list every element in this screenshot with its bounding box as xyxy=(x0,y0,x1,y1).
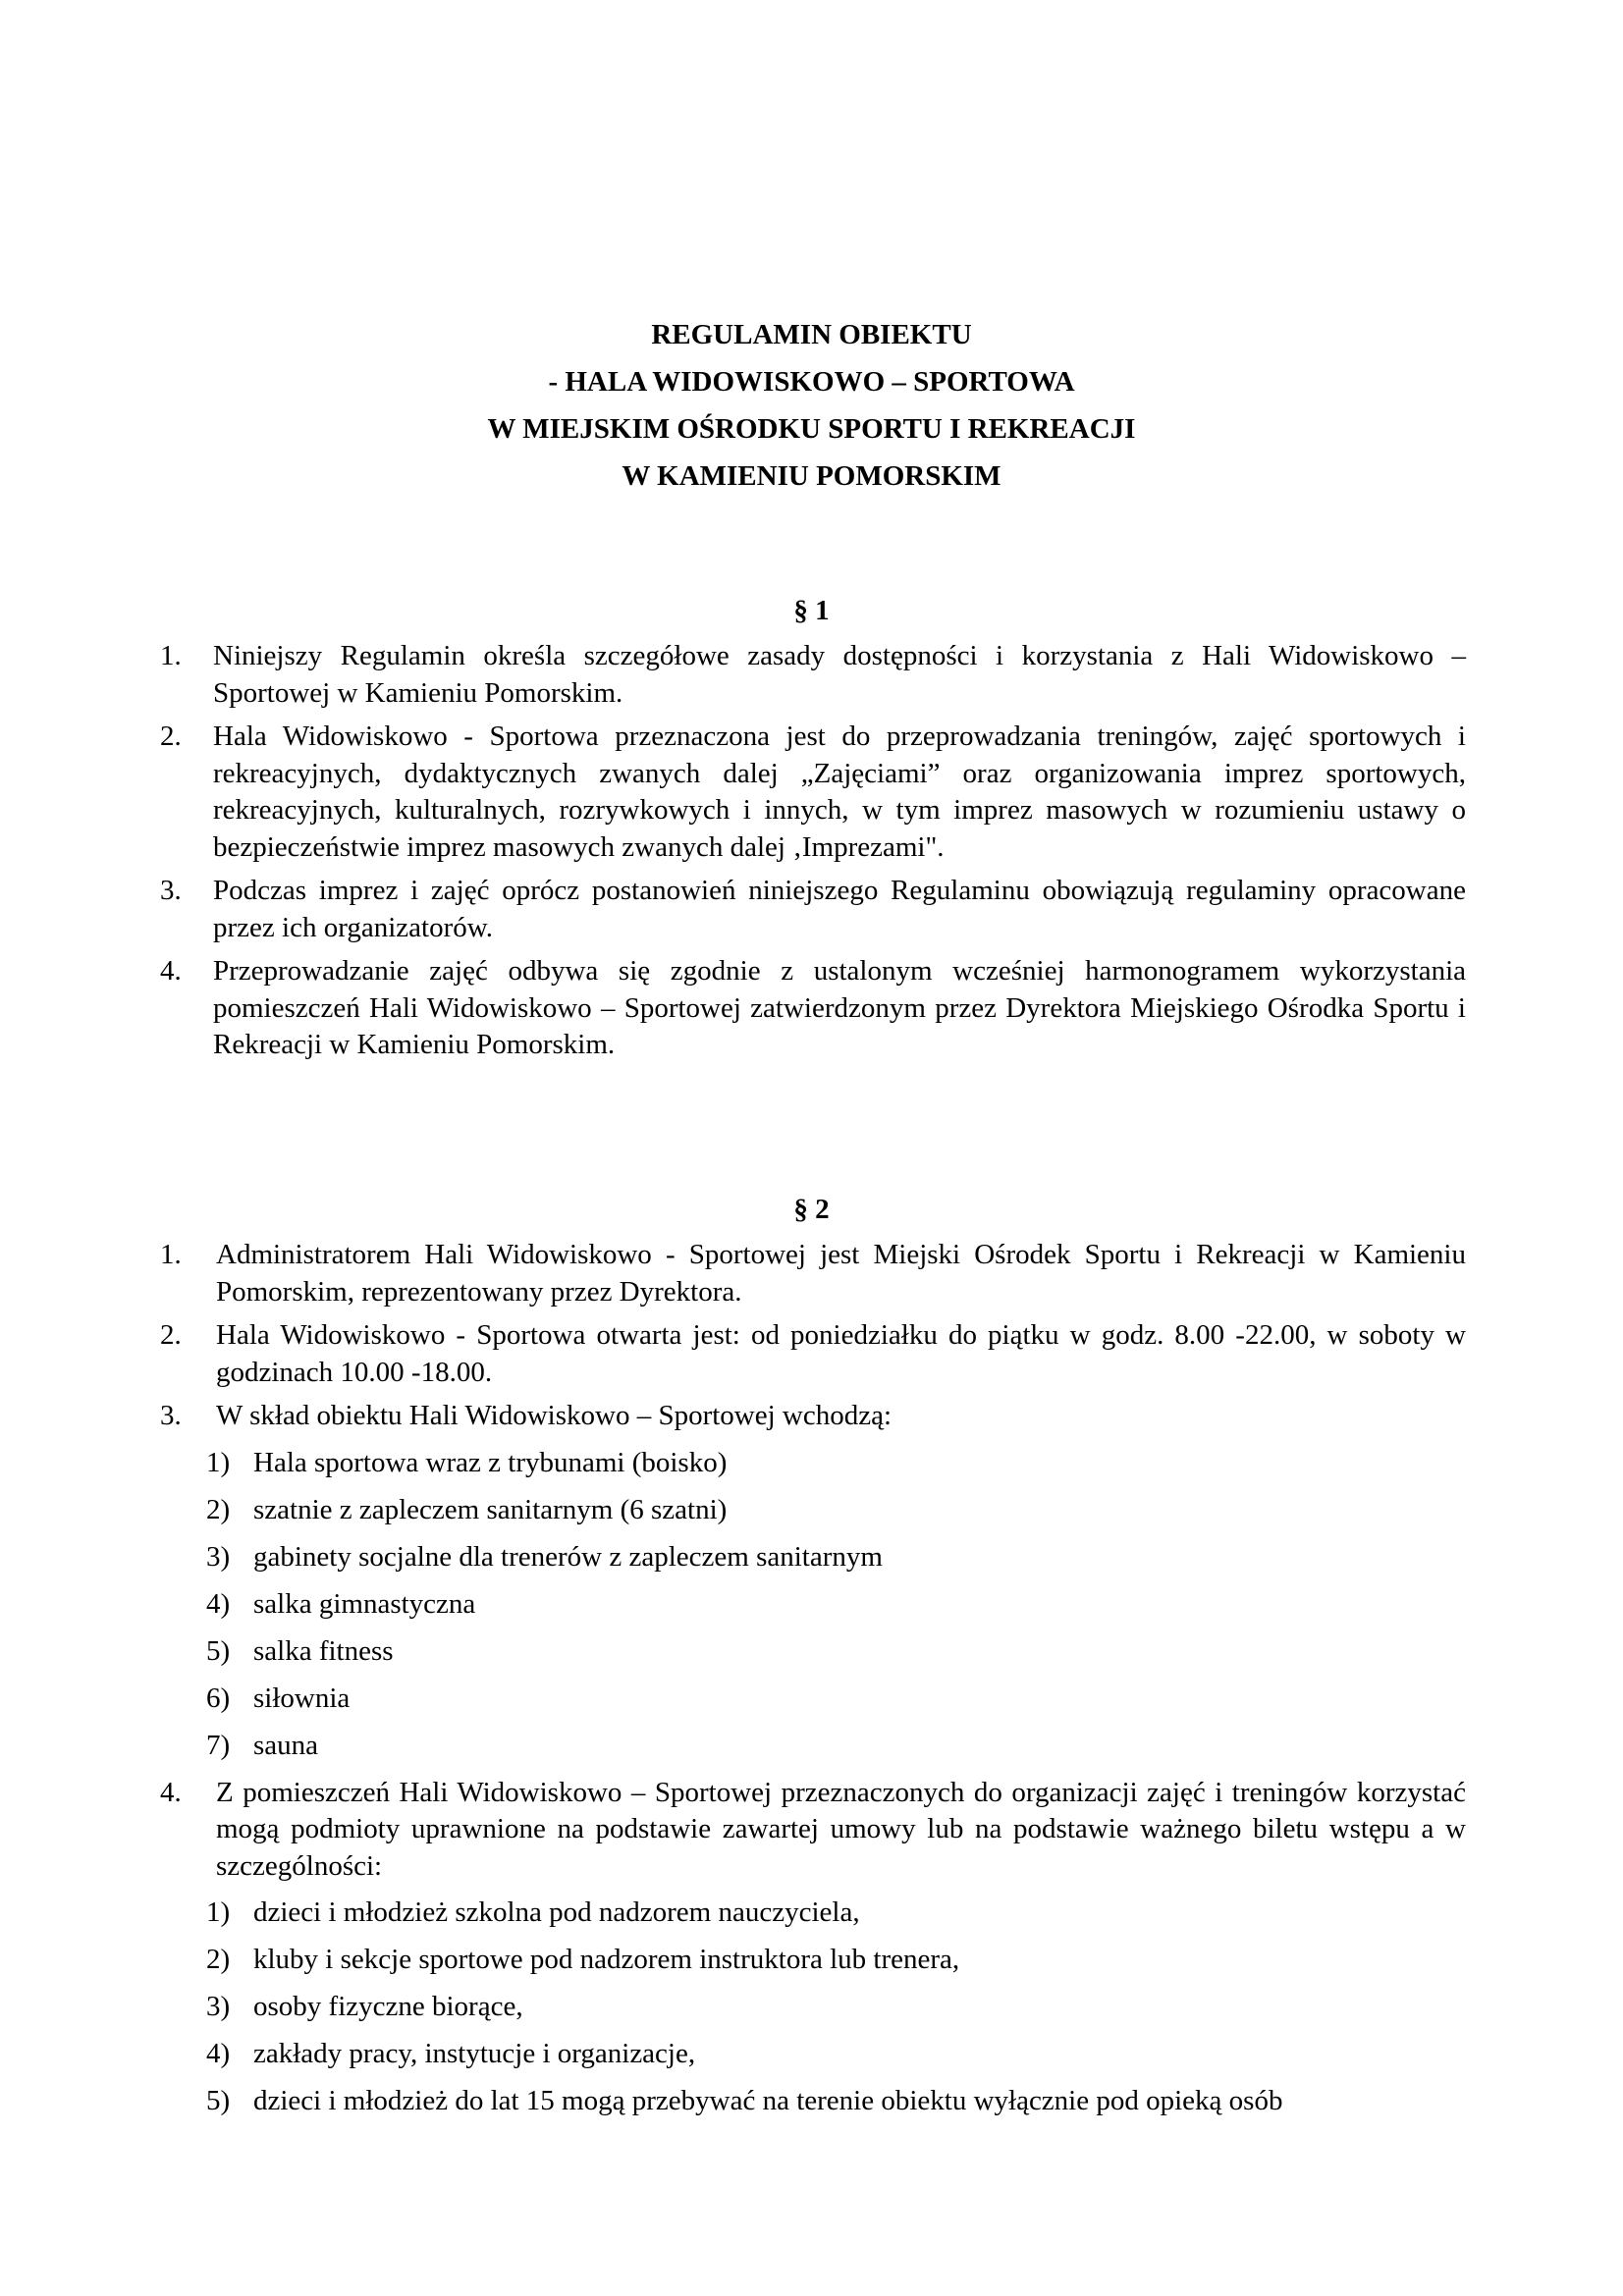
list-item xyxy=(160,1237,1466,1310)
item-text: Podczas imprez i zajęć oprócz postanowień niniejszego Regulaminu obowiązują regulaminy opracowane przez ich organizatorów. xyxy=(213,875,1466,943)
sub-item-text: dzieci i młodzież do lat 15 mogą przebywać na terenie obiektu wyłącznie pod opieką osób xyxy=(253,2085,1283,2116)
sub-item-number: 1) xyxy=(206,1446,231,1478)
item-text: Niniejszy Regulamin określa szczegółowe zasady dostępności i korzystania z Hali Widowiskowo – Sportowej w Kamieniu Pomorskim. xyxy=(213,640,1466,709)
item-text: Administratorem Hali Widowiskowo - Sportowej jest Miejski Ośrodek Sportu i Rekreacji w Kamieniu Pomorskim, reprezentowany przez Dyrektora. xyxy=(216,1239,1466,1308)
sub-item-text: kluby i sekcje sportowe pod nadzorem instruktora lub trenera, xyxy=(253,1944,960,1975)
sub-item-text: osoby fizyczne biorące, xyxy=(253,1991,523,2022)
list-item xyxy=(160,719,1466,866)
sub-item xyxy=(206,1492,1466,1529)
sub-item-number: 3) xyxy=(206,1540,231,1573)
sub-item xyxy=(206,1989,1466,2026)
list-item xyxy=(160,1398,1466,1435)
sub-item-text: salka fitness xyxy=(253,1634,394,1667)
list-item xyxy=(160,1317,1466,1391)
list-item xyxy=(160,873,1466,946)
sub-item-text: siłownia xyxy=(253,1682,351,1714)
item-number: 4. xyxy=(160,955,182,987)
item-number: 1. xyxy=(160,1239,182,1270)
sub-item-text: dzieci i młodzież szkolna pod nadzorem nauczyciela, xyxy=(253,1896,860,1928)
section-heading: § 2 xyxy=(793,1194,830,1225)
sub-item-text: salka gimnastyczna xyxy=(253,1587,476,1620)
sub-item-text: zakłady pracy, instytucje i organizacje, xyxy=(253,2038,696,2069)
sub-item-number: 4) xyxy=(206,2038,231,2069)
sub-item-number: 7) xyxy=(206,1729,231,1761)
item-number: 3. xyxy=(160,1400,182,1431)
title-line: - HALA WIDOWISKOWO – SPORTOWA xyxy=(548,366,1075,398)
sub-item xyxy=(206,1681,1466,1718)
sub-item xyxy=(206,1539,1466,1576)
sub-item xyxy=(206,1728,1466,1765)
sub-item-number: 5) xyxy=(206,1634,231,1667)
sub-item xyxy=(206,1895,1466,1932)
sub-item-text: szatnie z zapleczem sanitarnym (6 szatni) xyxy=(253,1493,728,1525)
item-number: 1. xyxy=(160,640,182,671)
section-1-list xyxy=(160,638,1466,1071)
item-number: 3. xyxy=(160,875,182,906)
title-line: REGULAMIN OBIEKTU xyxy=(651,319,972,350)
sub-item-number: 2) xyxy=(206,1944,231,1975)
sub-item xyxy=(206,1633,1466,1671)
item-text: Hala Widowiskowo - Sportowa przeznaczona jest do przeprowadzania treningów, zajęć sportowych i rekreacyjnych, dydaktycznych zwanych dalej „Zajęciami” oraz organizowania imprez sportowych, rekreacyjnych, kulturalnych, rozrywkowych i innych, w tym imprez masowych w rozumieniu ustawy o bezpieczeństwie imprez masowych zwanych dalej ‚Imprezami". xyxy=(213,721,1466,863)
list-item xyxy=(160,1775,1466,1886)
list-item xyxy=(160,638,1466,712)
sub-item xyxy=(206,2083,1466,2120)
item-number: 4. xyxy=(160,1776,182,1808)
sub-item-number: 5) xyxy=(206,2085,231,2116)
item-number: 2. xyxy=(160,721,182,752)
sub-item xyxy=(206,1586,1466,1624)
sub-item-number: 4) xyxy=(206,1587,231,1620)
sub-item xyxy=(206,1942,1466,1979)
item-text: Z pomieszczeń Hali Widowiskowo – Sportowej przeznaczonych do organizacji zajęć i treningów korzystać mogą podmioty uprawnione na podstawie zawartej umowy lub na podstawie ważnego biletu wstępu a w szczególności: xyxy=(216,1776,1466,1882)
sub-item-text: Hala sportowa wraz z trybunami (boisko) xyxy=(253,1446,728,1478)
item-text: Hala Widowiskowo - Sportowa otwarta jest: od poniedziałku do piątku w godz. 8.00 -22.00, w soboty w godzinach 10.00 -18.00. xyxy=(216,1319,1466,1388)
sub-item-number: 2) xyxy=(206,1493,231,1525)
item-text: Przeprowadzanie zajęć odbywa się zgodnie z ustalonym wcześniej harmonogramem wykorzystania pomieszczeń Hali Widowiskowo – Sportowej zatwierdzonym przez Dyrektora Miejskiego Ośrodka Sportu i Rekreacji w Kamieniu Pomorskim. xyxy=(213,955,1466,1060)
document-title xyxy=(0,311,1623,500)
sub-item-number: 6) xyxy=(206,1682,231,1714)
sub-item-text: gabinety socjalne dla trenerów z zapleczem sanitarnym xyxy=(253,1540,883,1573)
section-heading: § 1 xyxy=(793,595,830,626)
title-line: W MIEJSKIM OŚRODKU SPORTU I REKREACJI xyxy=(487,413,1136,445)
sub-item-number: 3) xyxy=(206,1991,231,2022)
section-2-list xyxy=(160,1237,1466,2130)
sub-item-number: 1) xyxy=(206,1896,231,1928)
item-text: W skład obiektu Hali Widowiskowo – Sportowej wchodzą: xyxy=(216,1400,893,1431)
list-item xyxy=(160,953,1466,1064)
sub-item xyxy=(206,2036,1466,2073)
sub-item-text: sauna xyxy=(253,1729,319,1761)
sub-item xyxy=(206,1445,1466,1482)
title-line: W KAMIENIU POMORSKIM xyxy=(622,460,1001,492)
item-number: 2. xyxy=(160,1319,182,1351)
